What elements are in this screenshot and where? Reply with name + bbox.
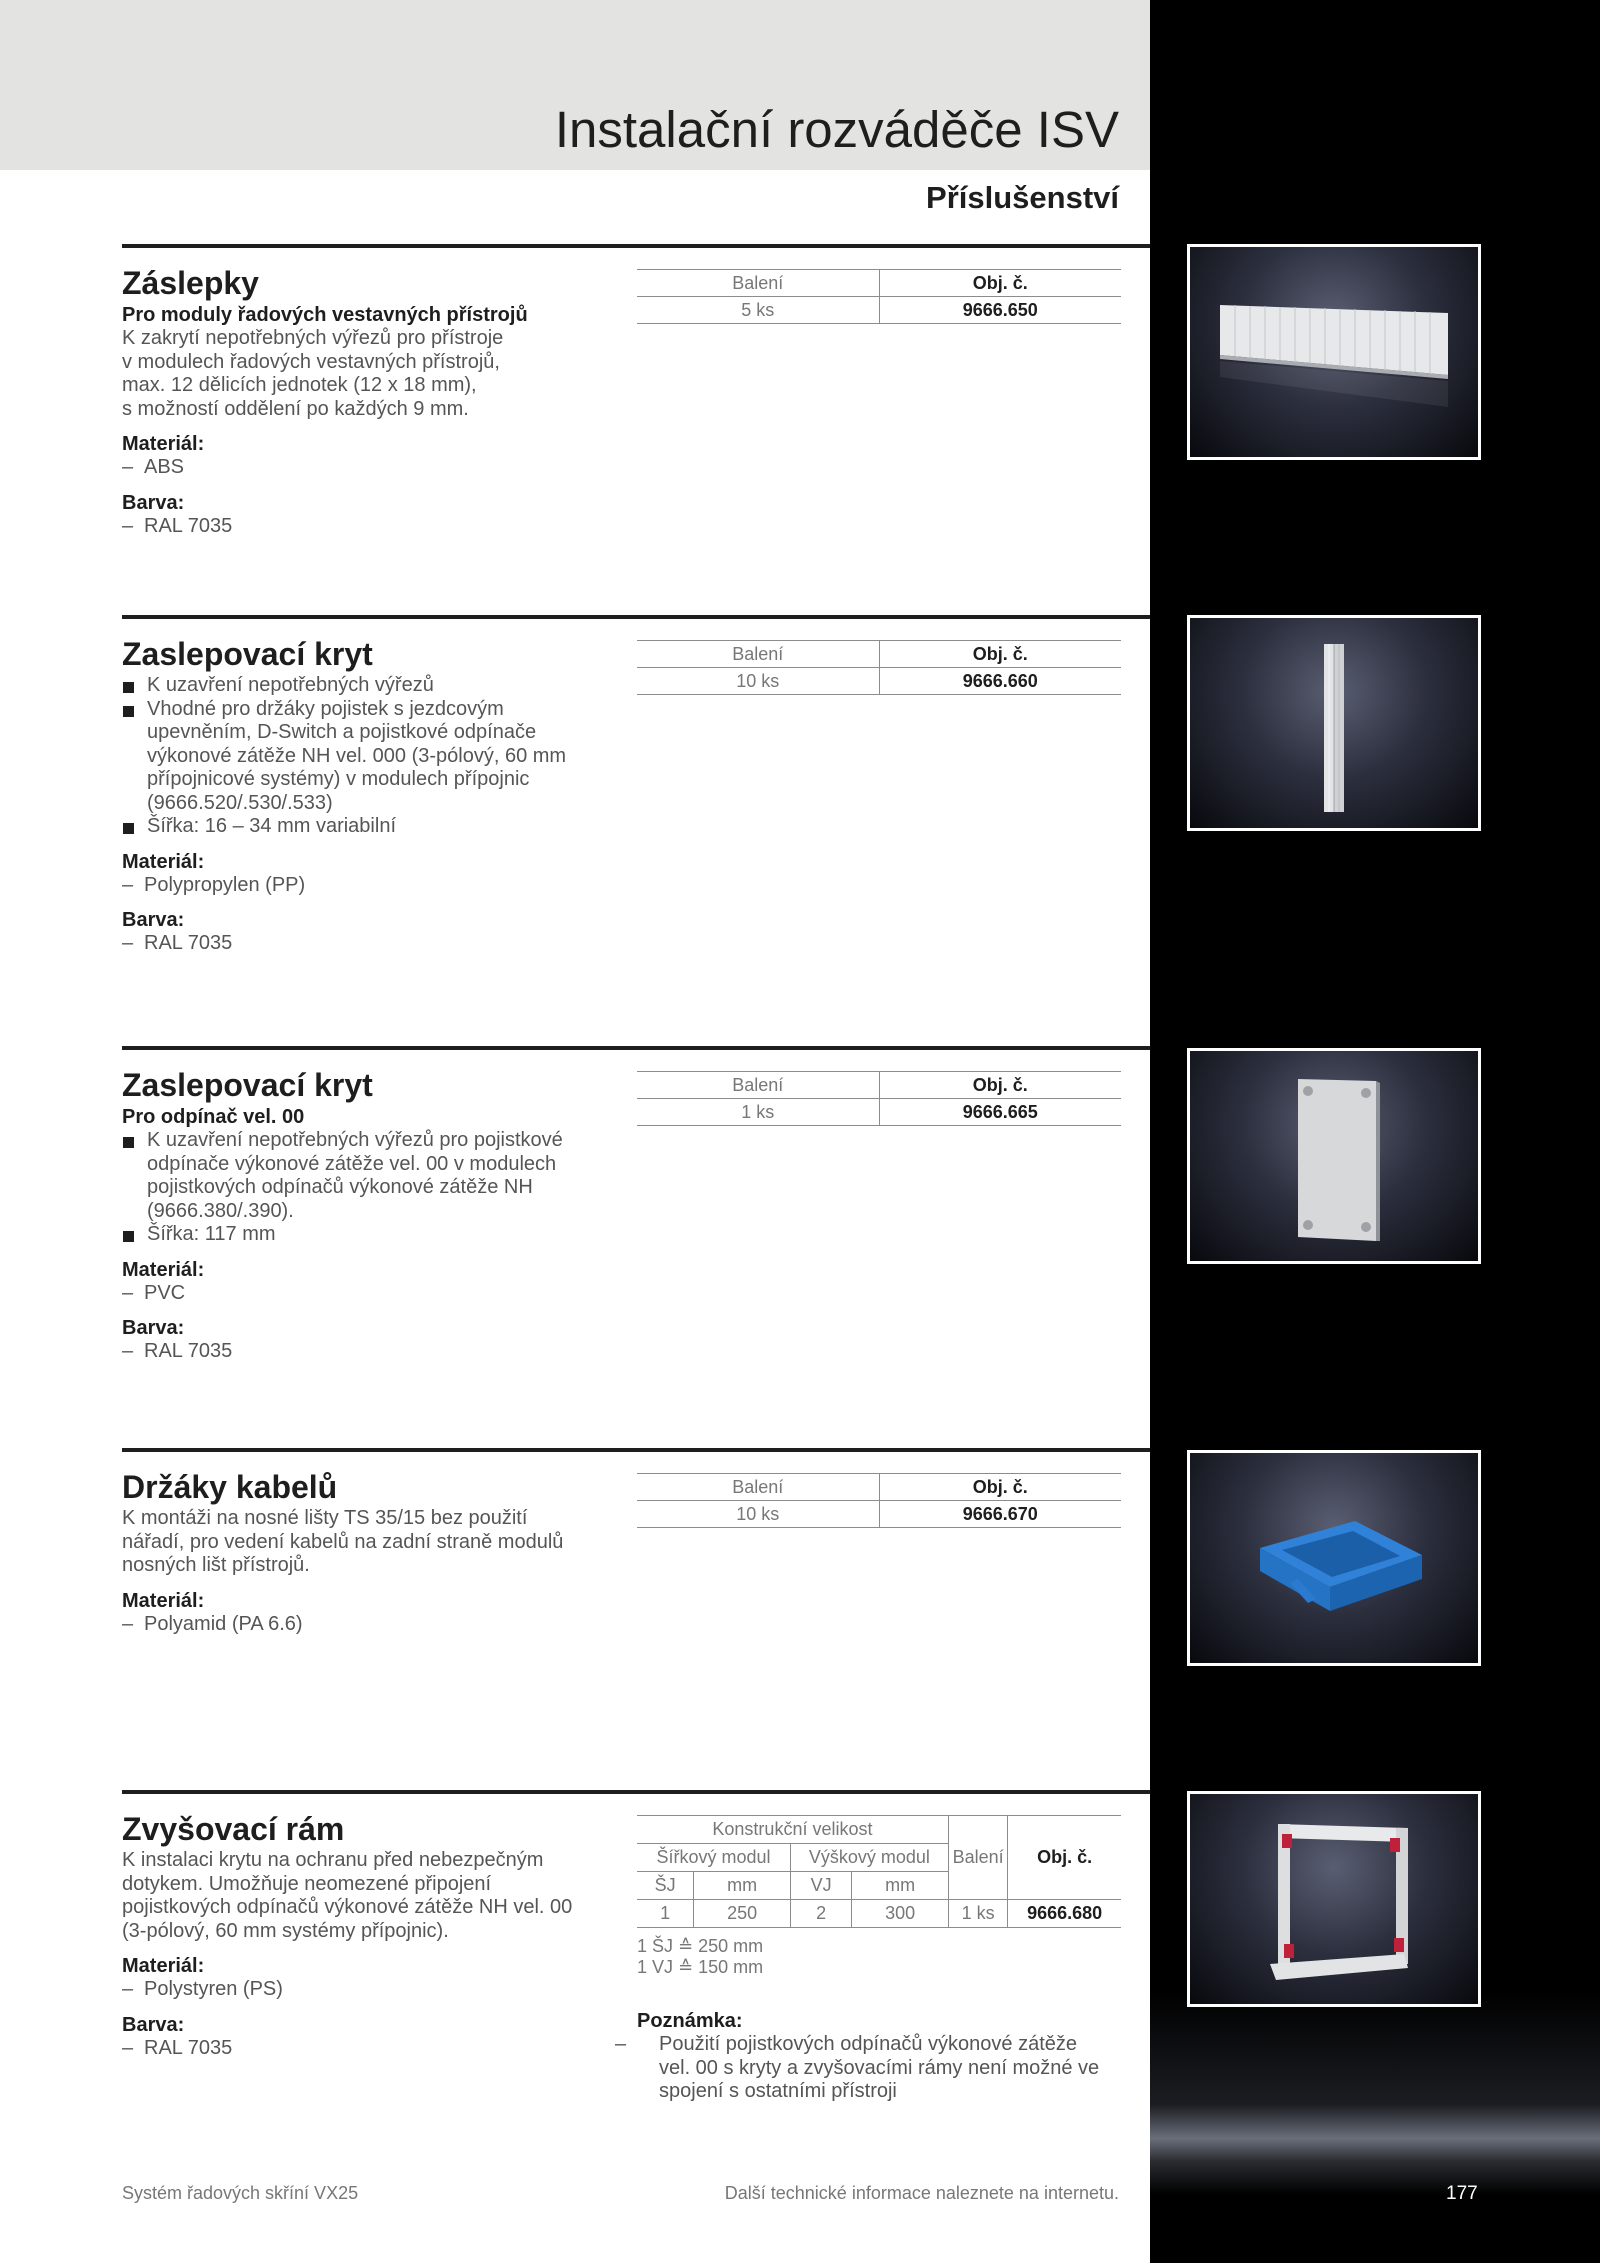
- mm-value: 300: [852, 1900, 949, 1928]
- material-text: Polyamid (PA 6.6): [144, 1612, 303, 1635]
- material-value: – Polystyren (PS): [122, 1978, 283, 2000]
- material-label: Materiál:: [122, 1589, 205, 1612]
- list-item: Vhodné pro držáky pojistek s jezdcovým upevněním, D-Switch a pojistkové odpínače výkonové zátěže NH vel. 000 (3-pólový, 60 mm přípojnicové systémy) v modulech přípojnic (9666.520/.530/.533): [122, 698, 602, 816]
- color-value: – RAL 7035: [122, 2036, 233, 2059]
- product-photo-zaslepky: [1187, 244, 1481, 460]
- section-subtitle: Pro odpínač vel. 00: [122, 1106, 305, 1128]
- size-order-table: [637, 1815, 1121, 1928]
- color-text: RAL 7035: [144, 1340, 233, 1362]
- description-line: v modulech řadových vestavných přístrojů,: [122, 350, 500, 373]
- description-line: K zakrytí nepotřebných výřezů pro přístroje: [122, 327, 504, 349]
- order-no-header: Obj. č.: [879, 270, 1121, 297]
- table-row: [637, 1900, 1121, 1928]
- page-number: 177: [1446, 2183, 1478, 2204]
- material-text: Polystyren (PS): [144, 1978, 283, 2000]
- list-item: K uzavření nepotřebných výřezů: [122, 674, 602, 698]
- section-zaslepovaci-kryt-1: [122, 615, 1150, 1049]
- color-label: Barva:: [122, 2013, 185, 2036]
- sj-value: 1: [637, 1900, 694, 1928]
- order-table: [637, 1071, 1121, 1126]
- order-no-header: Obj. č.: [879, 1474, 1121, 1501]
- section-zaslepovaci-kryt-2: [122, 1046, 1150, 1450]
- section-zvysovaci-ram: [122, 1790, 1150, 2154]
- cover-strip-image: [1190, 618, 1478, 828]
- pack-value: 10 ks: [637, 668, 879, 695]
- description-line: K montáži na nosné lišty TS 35/15 bez použití: [122, 1507, 528, 1529]
- table-header-row: [637, 641, 1121, 668]
- mm-header: mm: [852, 1872, 949, 1900]
- section-title: Držáky kabelů: [122, 1469, 338, 1505]
- order-no-value: 9666.660: [879, 668, 1121, 695]
- color-value: – RAL 7035: [122, 1340, 233, 1362]
- section-description: [122, 1849, 602, 1943]
- material-value: – Polypropylen (PP): [122, 873, 306, 896]
- table-row: [637, 297, 1121, 324]
- note-block: [615, 2009, 1127, 2104]
- table-header-row: [637, 1474, 1121, 1501]
- section-text: [122, 1065, 602, 1364]
- product-photo-raising-frame: [1187, 1791, 1481, 2007]
- section-description: [122, 1507, 602, 1578]
- pack-value: 1 ks: [637, 1099, 879, 1126]
- section-subtitle: Pro moduly řadových vestavných přístrojů: [122, 304, 528, 326]
- order-table: [637, 640, 1121, 695]
- pack-value: 1 ks: [948, 1900, 1007, 1928]
- material-label: Materiál:: [122, 850, 205, 873]
- blanking-strip-image: [1190, 247, 1478, 457]
- width-module-header: Šířkový modul: [637, 1844, 790, 1872]
- pack-header: Balení: [637, 270, 879, 297]
- pack-header: Balení: [637, 1072, 879, 1099]
- material-value: – Polyamid (PA 6.6): [122, 1612, 303, 1635]
- description-line: K instalaci krytu na ochranu před nebezpečným: [122, 1849, 544, 1871]
- material-text: PVC: [144, 1281, 186, 1304]
- color-text: RAL 7035: [144, 514, 233, 537]
- pack-header: Balení: [637, 1474, 879, 1501]
- unit-footnotes: [637, 1936, 763, 1978]
- footnote: 1 ŠJ ≙ 250 mm: [637, 1936, 764, 1956]
- pack-value: 5 ks: [637, 297, 879, 324]
- color-text: RAL 7035: [144, 2036, 233, 2059]
- order-no-value: 9666.650: [879, 297, 1121, 324]
- order-no-value: 9666.680: [1008, 1900, 1121, 1928]
- cover-plate-image: [1190, 1051, 1478, 1261]
- section-text: [122, 1809, 602, 2060]
- section-text: [122, 263, 602, 538]
- list-item: Šířka: 16 – 34 mm variabilní: [122, 815, 602, 839]
- color-label: Barva:: [122, 909, 185, 931]
- page-subtitle: Příslušenství: [926, 180, 1119, 215]
- vj-header: VJ: [790, 1872, 851, 1900]
- order-no-value: 9666.670: [879, 1501, 1121, 1528]
- footer-info: Další technické informace naleznete na internetu.: [724, 2183, 1119, 2203]
- height-module-header: Výškový modul: [790, 1844, 948, 1872]
- order-no-header: Obj. č.: [879, 1072, 1121, 1099]
- product-photo-cable-holder: [1187, 1450, 1481, 1666]
- table-header-row: [637, 1816, 1121, 1844]
- note-label: Poznámka:: [637, 2010, 743, 2032]
- footer-system-name: Systém řadových skříní VX25: [122, 2183, 359, 2203]
- sj-header: ŠJ: [637, 1872, 694, 1900]
- list-item: K uzavření nepotřebných výřezů pro pojistkové odpínače výkonové zátěže vel. 00 v modulech pojistkových odpínačů výkonové zátěže NH (9666.380/.390).: [122, 1129, 602, 1223]
- order-table: [637, 269, 1121, 324]
- material-value: – ABS: [122, 456, 185, 478]
- product-photo-cover-plate: [1187, 1048, 1481, 1264]
- pack-header: Balení: [948, 1816, 1007, 1900]
- pack-header: Balení: [637, 641, 879, 668]
- description-line: max. 12 dělicích jednotek (12 x 18 mm),: [122, 374, 477, 396]
- list-item: Šířka: 117 mm: [122, 1223, 602, 1247]
- product-photo-cover-strip: [1187, 615, 1481, 831]
- table-header-row: [637, 1072, 1121, 1099]
- material-label: Materiál:: [122, 433, 205, 455]
- order-table: [637, 1473, 1121, 1528]
- material-text: Polypropylen (PP): [144, 873, 306, 896]
- material-label: Materiál:: [122, 1258, 205, 1281]
- material-label: Materiál:: [122, 1955, 205, 1977]
- section-text: [122, 1467, 602, 1636]
- color-value: – RAL 7035: [122, 932, 233, 954]
- pack-value: 10 ks: [637, 1501, 879, 1528]
- color-value: – RAL 7035: [122, 514, 233, 537]
- table-row: [637, 1099, 1121, 1126]
- section-description: [122, 327, 602, 421]
- section-title: Zaslepovací kryt: [122, 1067, 373, 1103]
- section-title: Zaslepovací kryt: [122, 636, 373, 672]
- bullet-list: [122, 674, 602, 839]
- order-no-header: Obj. č.: [1008, 1816, 1121, 1900]
- mm-header: mm: [694, 1872, 791, 1900]
- note-text: – Použití pojistkových odpínačů výkonové zátěže vel. 00 s kryty a zvyšovacími rámy není možné ve spojení s ostatními přístroji: [615, 2033, 1100, 2102]
- section-title: Zvyšovací rám: [122, 1811, 345, 1847]
- table-header-row: [637, 270, 1121, 297]
- bullet-list: [122, 1129, 602, 1247]
- table-row: [637, 1501, 1121, 1528]
- raising-frame-image: [1190, 1794, 1478, 2004]
- description-line: nosných lišt přístrojů.: [122, 1554, 310, 1576]
- section-zaslepky: [122, 244, 1150, 608]
- section-text: [122, 634, 602, 956]
- construction-size-header: Konstrukční velikost: [637, 1816, 948, 1844]
- mm-value: 250: [694, 1900, 791, 1928]
- footnote: 1 VJ ≙ 150 mm: [637, 1957, 764, 1977]
- color-label: Barva:: [122, 1317, 185, 1339]
- description-line: nářadí, pro vedení kabelů na zadní straně modulů: [122, 1530, 564, 1553]
- material-value: – PVC: [122, 1281, 186, 1304]
- order-no-value: 9666.665: [879, 1099, 1121, 1126]
- page-title: Instalační rozváděče ISV: [554, 101, 1119, 158]
- section-title: Záslepky: [122, 265, 259, 301]
- description-line: (3-pólový, 60 mm systémy přípojnic).: [122, 1919, 449, 1942]
- section-drzaky-kabelu: [122, 1448, 1150, 1792]
- description-line: pojistkových odpínačů výkonové zátěže NH vel. 00: [122, 1896, 573, 1918]
- material-text: ABS: [144, 456, 185, 478]
- color-label: Barva:: [122, 491, 185, 514]
- vj-value: 2: [790, 1900, 851, 1928]
- table-row: [637, 668, 1121, 695]
- description-line: s možností oddělení po každých 9 mm.: [122, 397, 469, 420]
- cable-holder-image: [1190, 1453, 1478, 1663]
- order-no-header: Obj. č.: [879, 641, 1121, 668]
- description-line: dotykem. Umožňuje neomezené připojení: [122, 1872, 492, 1895]
- color-text: RAL 7035: [144, 932, 233, 954]
